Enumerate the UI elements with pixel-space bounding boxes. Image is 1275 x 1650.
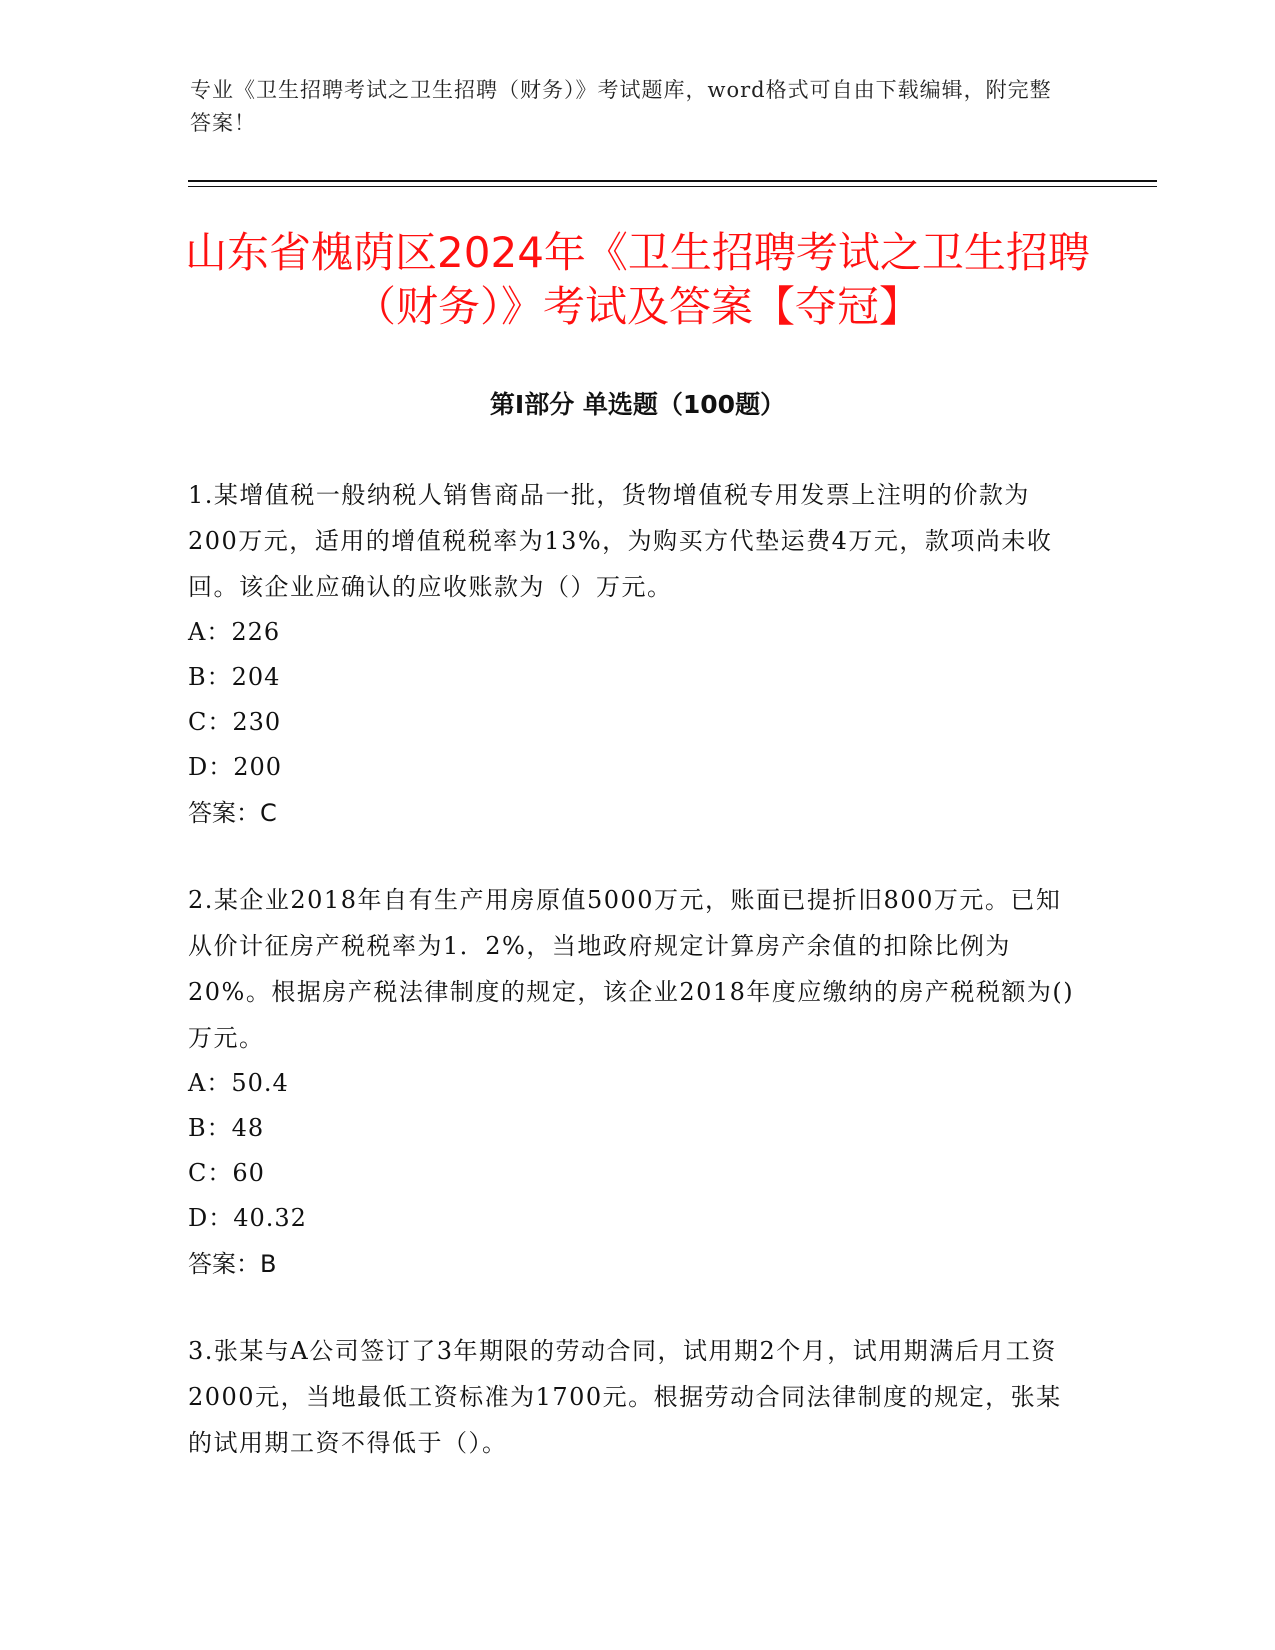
answer-line: 答案：C — [188, 799, 277, 827]
option-d[interactable]: D：40.32 — [188, 1204, 307, 1232]
option-b[interactable]: B：48 — [188, 1114, 265, 1142]
header-note: 专业《卫生招聘考试之卫生招聘（财务）》考试题库，word格式可自由下载编辑，附完整答案！ — [190, 78, 1052, 135]
option-a[interactable]: A：50.4 — [188, 1069, 289, 1097]
question-1 — [188, 472, 1078, 836]
question-list — [188, 472, 1078, 1507]
document-title: 山东省槐荫区2024年《卫生招聘考试之卫生招聘（财务）》考试及答案【夺冠】 — [185, 228, 1090, 331]
option-b[interactable]: B：204 — [188, 663, 281, 691]
question-stem: 2.某企业2018年自有生产用房原值5000万元，账面已提折旧800万元。已知从价计征房产税税率为1．2%，当地政府规定计算房产余值的扣除比例为20%。根据房产税法律制度的规定，该企业2018年度应缴纳的房产税税额为()万元。 — [188, 886, 1075, 1052]
option-c[interactable]: C：230 — [188, 708, 282, 736]
question-3 — [188, 1328, 1078, 1466]
header-divider-thick — [188, 180, 1157, 182]
answer-line: 答案：B — [188, 1250, 277, 1278]
question-stem: 1.某增值税一般纳税人销售商品一批，货物增值税专用发票上注明的价款为200万元，适用的增值税税率为13%，为购买方代垫运费4万元，款项尚未收回。该企业应确认的应收账款为（）万元。 — [188, 481, 1053, 601]
section-heading: 第Ⅰ部分 单选题（100题） — [489, 390, 786, 419]
question-2 — [188, 877, 1078, 1287]
header-divider-thin — [188, 186, 1157, 187]
question-stem: 3.张某与A公司签订了3年期限的劳动合同，试用期2个月，试用期满后月工资2000元，当地最低工资标准为1700元。根据劳动合同法律制度的规定，张某的试用期工资不得低于（）。 — [188, 1337, 1062, 1457]
option-c[interactable]: C：60 — [188, 1159, 265, 1187]
option-d[interactable]: D：200 — [188, 753, 283, 781]
option-a[interactable]: A：226 — [188, 618, 281, 646]
